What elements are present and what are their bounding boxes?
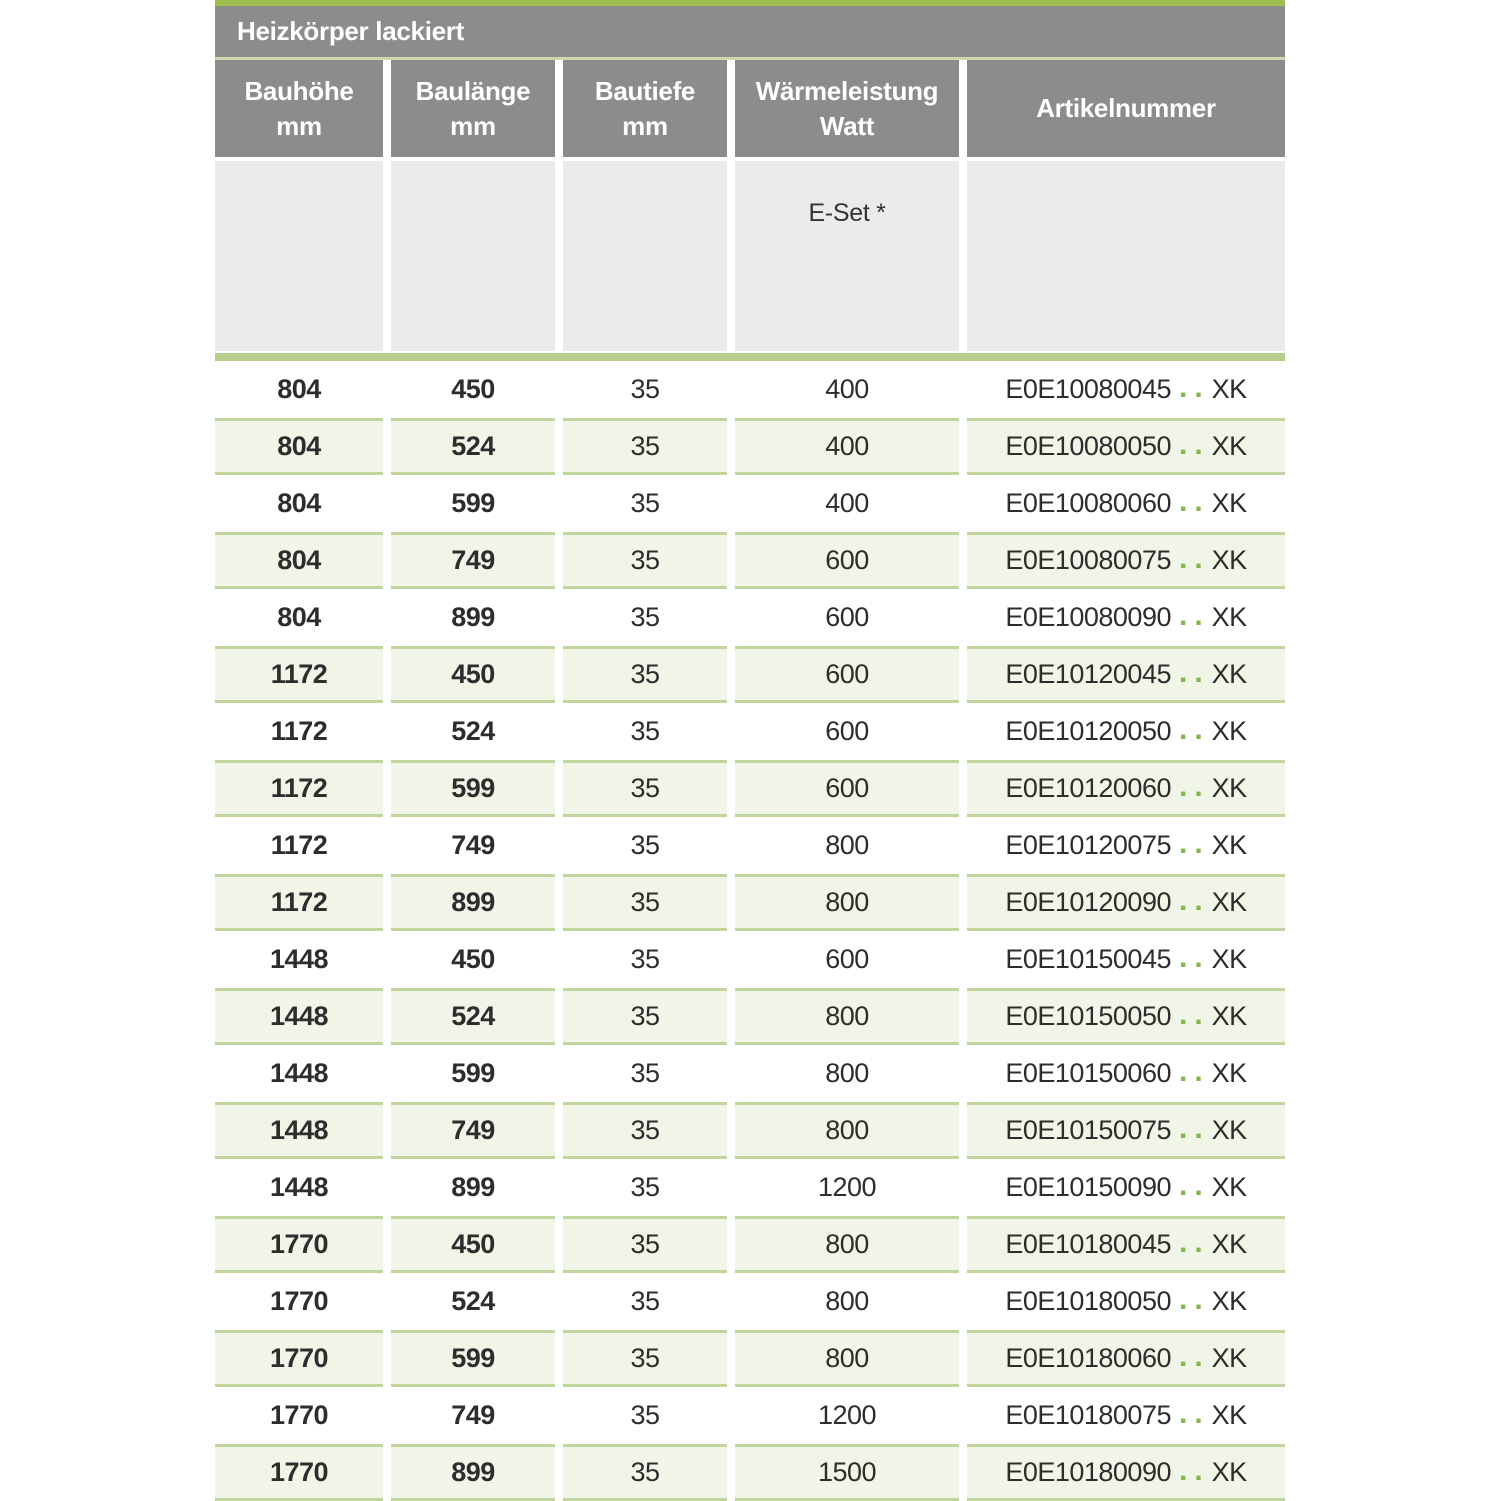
subheader-cell-bautiefe [563,161,727,351]
cell-waermeleistung: 400 [825,488,869,518]
table-row [215,475,1285,532]
cell-bauhoehe: 1770 [215,1330,383,1387]
table-row [215,361,1285,418]
cell-baulaenge: 899 [451,1172,495,1202]
cell-waermeleistung: 800 [735,1330,959,1387]
cell-artikelnummer [967,1102,1285,1159]
table-row [215,532,1285,589]
cell-bautiefe: 35 [563,760,727,817]
artikel-placeholder-dots: .. [1178,1282,1210,1316]
artikel-number: E0E10080045 [1005,374,1171,404]
cell-artikelnummer [967,874,1285,931]
cell-waermeleistung: 800 [735,874,959,931]
artikel-number: E0E10180075 [1005,1400,1171,1430]
artikel-placeholder-dots: .. [1178,1396,1210,1430]
column-label: Baulänge [415,75,531,106]
column-unit: Watt [819,110,875,141]
table-title: Heizkörper lackiert [237,16,464,46]
cell-bauhoehe: 1448 [269,1172,329,1202]
cell-waermeleistung: 800 [735,1102,959,1159]
artikel-placeholder-dots: .. [1178,940,1210,974]
cell-artikelnummer [967,988,1285,1045]
subheader-cell-bauhoehe [215,161,383,351]
artikel-number: E0E10120050 [1005,716,1171,746]
cell-artikelnummer [967,1216,1285,1273]
cell-bauhoehe: 1770 [215,1444,383,1501]
table-row [215,931,1285,988]
cell-waermeleistung: 800 [735,1216,959,1273]
artikel-number: E0E10180045 [1005,1229,1171,1259]
cell-baulaenge: 524 [451,716,495,746]
cell-bauhoehe: 804 [277,602,321,632]
artikel-number: E0E10080050 [1005,431,1171,461]
cell-baulaenge: 599 [451,488,495,518]
cell-bauhoehe: 1770 [269,1286,329,1316]
column-label: Wärmeleistung [755,75,939,106]
artikel-variant-suffix: XK [1211,773,1247,803]
cell-bauhoehe: 1172 [270,716,328,746]
table-row [215,874,1285,931]
column-header-artikelnummer [967,60,1285,157]
cell-bautiefe: 35 [630,374,660,404]
artikel-variant-suffix: XK [1211,1229,1247,1259]
artikel-variant-suffix: XK [1211,1400,1247,1430]
artikel-number: E0E10120075 [1005,830,1171,860]
artikel-variant-suffix: XK [1211,374,1247,404]
table-row [215,817,1285,874]
artikel-variant-suffix: XK [1211,1286,1247,1316]
cell-artikelnummer [967,760,1285,817]
cell-bautiefe: 35 [630,944,660,974]
cell-bautiefe: 35 [630,1172,660,1202]
cell-artikelnummer [967,418,1285,475]
column-header-bauhoehe [215,60,383,157]
cell-artikelnummer [967,817,1285,874]
artikel-number: E0E10180090 [1005,1457,1171,1487]
cell-waermeleistung: 800 [825,1058,869,1088]
cell-waermeleistung: 1200 [817,1400,877,1430]
cell-bauhoehe: 804 [215,532,383,589]
table-row [215,646,1285,703]
cell-bauhoehe: 1770 [215,1216,383,1273]
cell-bautiefe: 35 [563,1444,727,1501]
cell-waermeleistung: 600 [735,532,959,589]
artikel-placeholder-dots: .. [1178,1054,1210,1088]
artikel-variant-suffix: XK [1211,887,1247,917]
cell-bautiefe: 35 [630,488,660,518]
artikel-placeholder-dots: .. [1178,826,1210,860]
cell-baulaenge: 450 [451,944,495,974]
cell-bauhoehe: 1448 [215,988,383,1045]
artikel-number: E0E10150060 [1005,1058,1171,1088]
artikel-placeholder-dots: .. [1178,1225,1210,1259]
cell-artikelnummer [967,1387,1285,1444]
cell-waermeleistung: 400 [825,374,869,404]
column-header-bautiefe [563,60,727,157]
cell-baulaenge: 749 [451,1400,495,1430]
artikel-placeholder-dots: .. [1178,541,1210,575]
cell-artikelnummer [967,646,1285,703]
cell-artikelnummer [967,532,1285,589]
cell-waermeleistung: 600 [735,760,959,817]
column-label: Bauhöhe [244,75,354,106]
table-row [215,1159,1285,1216]
artikel-number: E0E10180050 [1005,1286,1171,1316]
cell-bautiefe: 35 [563,532,727,589]
subheader-row [215,161,1285,351]
table-row [215,760,1285,817]
cell-bautiefe: 35 [630,716,660,746]
cell-bauhoehe: 804 [215,418,383,475]
header-separator-bar [215,353,1285,361]
table-row [215,589,1285,646]
cell-bautiefe: 35 [630,1058,660,1088]
artikel-number: E0E10120090 [1005,887,1171,917]
cell-waermeleistung: 800 [825,1286,869,1316]
cell-bauhoehe: 1448 [269,1058,329,1088]
column-header-baulaenge [391,60,555,157]
column-unit: mm [622,110,668,141]
table-row [215,1045,1285,1102]
cell-artikelnummer [967,703,1285,760]
cell-baulaenge: 899 [391,874,555,931]
cell-baulaenge: 450 [391,1216,555,1273]
cell-baulaenge: 899 [391,1444,555,1501]
cell-waermeleistung: 600 [825,944,869,974]
cell-artikelnummer [967,1045,1285,1102]
cell-waermeleistung: 600 [825,602,869,632]
cell-bautiefe: 35 [563,1330,727,1387]
artikel-variant-suffix: XK [1211,602,1247,632]
column-header-row [215,60,1285,157]
e-set-label: E-Set * [808,199,886,227]
cell-baulaenge: 899 [451,602,495,632]
artikel-variant-suffix: XK [1211,830,1247,860]
table-row [215,1387,1285,1444]
cell-baulaenge: 450 [391,646,555,703]
table-row [215,1330,1285,1387]
subheader-cell-baulaenge [391,161,555,351]
artikel-variant-suffix: XK [1211,659,1247,689]
artikel-variant-suffix: XK [1211,1172,1247,1202]
artikel-number: E0E10080090 [1005,602,1171,632]
cell-waermeleistung: 1500 [735,1444,959,1501]
cell-baulaenge: 450 [451,374,495,404]
artikel-number: E0E10080075 [1005,545,1171,575]
artikel-placeholder-dots: .. [1178,712,1210,746]
cell-waermeleistung: 600 [735,646,959,703]
cell-baulaenge: 749 [391,1102,555,1159]
cell-bauhoehe: 804 [277,374,321,404]
cell-bautiefe: 35 [563,988,727,1045]
table-row [215,1444,1285,1501]
cell-artikelnummer [967,1159,1285,1216]
artikel-placeholder-dots: .. [1178,997,1210,1031]
cell-baulaenge: 599 [391,1330,555,1387]
artikel-number: E0E10150075 [1005,1115,1171,1145]
artikel-number: E0E10080060 [1005,488,1171,518]
cell-artikelnummer [967,1273,1285,1330]
cell-waermeleistung: 400 [735,418,959,475]
artikel-number: E0E10150050 [1005,1001,1171,1031]
artikel-placeholder-dots: .. [1178,1168,1210,1202]
artikel-placeholder-dots: .. [1178,598,1210,632]
column-label: Artikelnummer [1036,93,1216,123]
artikel-placeholder-dots: .. [1178,1339,1210,1373]
artikel-number: E0E10180060 [1005,1343,1171,1373]
artikel-variant-suffix: XK [1211,545,1247,575]
cell-artikelnummer [967,1330,1285,1387]
cell-baulaenge: 524 [451,1286,495,1316]
column-unit: mm [276,110,322,141]
artikel-placeholder-dots: .. [1178,1111,1210,1145]
cell-bauhoehe: 1172 [270,830,328,860]
artikel-variant-suffix: XK [1211,431,1247,461]
cell-bautiefe: 35 [630,830,660,860]
artikel-placeholder-dots: .. [1178,370,1210,404]
cell-artikelnummer [967,589,1285,646]
artikel-variant-suffix: XK [1211,1115,1247,1145]
cell-artikelnummer [967,931,1285,988]
table-row [215,1102,1285,1159]
artikel-number: E0E10150045 [1005,944,1171,974]
cell-baulaenge: 524 [391,418,555,475]
cell-waermeleistung: 600 [825,716,869,746]
table-row [215,418,1285,475]
cell-artikelnummer [967,475,1285,532]
cell-bautiefe: 35 [563,874,727,931]
cell-bautiefe: 35 [563,646,727,703]
artikel-number: E0E10150090 [1005,1172,1171,1202]
spec-table [215,0,1285,1501]
table-row [215,1216,1285,1273]
table-title-banner [215,6,1285,57]
cell-waermeleistung: 1200 [817,1172,877,1202]
artikel-variant-suffix: XK [1211,1001,1247,1031]
artikel-variant-suffix: XK [1211,1457,1247,1487]
cell-baulaenge: 749 [451,830,495,860]
artikel-number: E0E10120045 [1005,659,1171,689]
artikel-variant-suffix: XK [1211,944,1247,974]
table-row [215,1273,1285,1330]
column-label: Bautiefe [594,75,696,106]
artikel-variant-suffix: XK [1211,1343,1247,1373]
cell-bautiefe: 35 [630,602,660,632]
table-body [215,361,1285,1501]
cell-bautiefe: 35 [630,1400,660,1430]
cell-bautiefe: 35 [563,418,727,475]
table-row [215,703,1285,760]
column-unit: mm [450,110,496,141]
subheader-cell-eset [735,161,959,351]
artikel-placeholder-dots: .. [1178,655,1210,689]
cell-bauhoehe: 1172 [215,874,383,931]
artikel-placeholder-dots: .. [1178,427,1210,461]
subheader-cell-artikelnummer [967,161,1285,351]
artikel-placeholder-dots: .. [1178,883,1210,917]
artikel-variant-suffix: XK [1211,716,1247,746]
cell-baulaenge: 599 [451,1058,495,1088]
artikel-placeholder-dots: .. [1178,1453,1210,1487]
table-row [215,988,1285,1045]
cell-artikelnummer [967,361,1285,418]
cell-bauhoehe: 1448 [269,944,329,974]
artikel-number: E0E10120060 [1005,773,1171,803]
artikel-placeholder-dots: .. [1178,769,1210,803]
artikel-variant-suffix: XK [1211,1058,1247,1088]
cell-bauhoehe: 1770 [269,1400,329,1430]
cell-bautiefe: 35 [563,1102,727,1159]
cell-bauhoehe: 1448 [215,1102,383,1159]
cell-baulaenge: 524 [391,988,555,1045]
cell-baulaenge: 749 [391,532,555,589]
cell-waermeleistung: 800 [735,988,959,1045]
cell-bautiefe: 35 [563,1216,727,1273]
column-header-waermeleistung [735,60,959,157]
cell-bauhoehe: 1172 [215,646,383,703]
artikel-variant-suffix: XK [1211,488,1247,518]
cell-bautiefe: 35 [630,1286,660,1316]
cell-artikelnummer [967,1444,1285,1501]
artikel-placeholder-dots: .. [1178,484,1210,518]
cell-waermeleistung: 800 [825,830,869,860]
cell-bauhoehe: 804 [277,488,321,518]
cell-bauhoehe: 1172 [215,760,383,817]
cell-baulaenge: 599 [391,760,555,817]
